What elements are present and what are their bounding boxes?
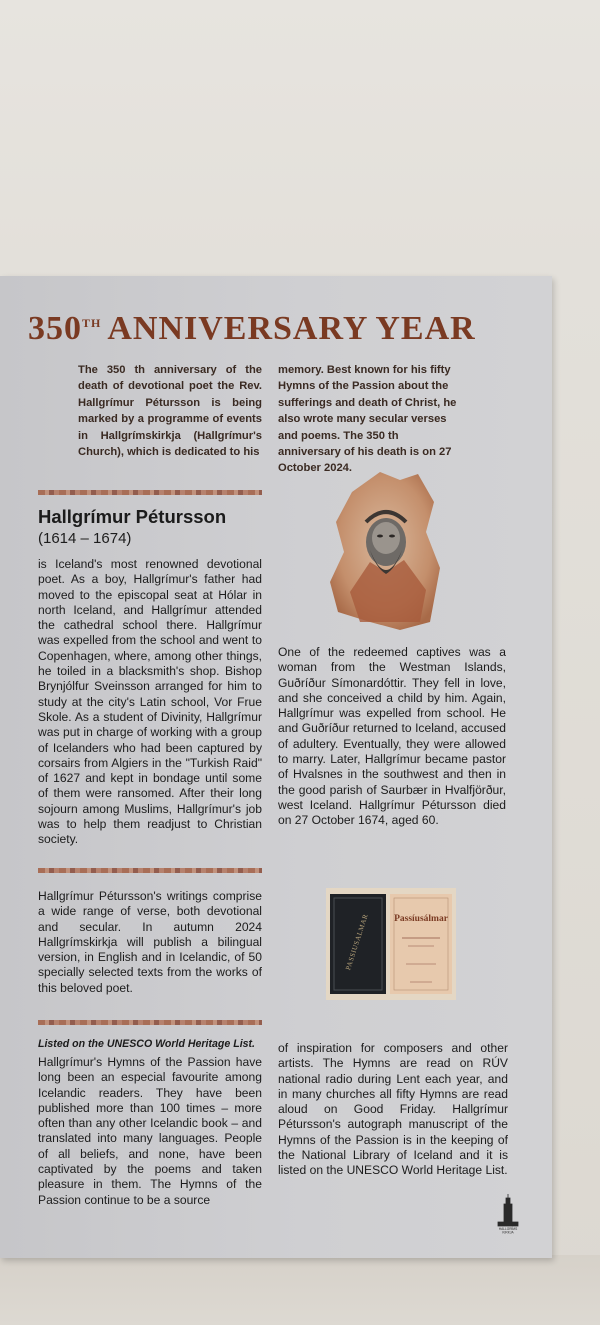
decorative-rule-1 [38,490,262,495]
bio-text: is Iceland's most renowned devotional poet. As a boy, Hallgrímur's father had moved to the episcopal seat at Hólar in north Iceland, and Hallgrímur attended the cathedral school there. Hallgrímur was expelled from the school and went to Copenhagen, where, among other things, he toiled in a blacksmith's shop. Bishop Brynjólfur Sveinsson arranged for him to study at the city's Latin school, Vor Frue Skole. As a student of Divinity, Hallgrímur was put in charge of working with a group of Icelanders who had been captured by corsairs from Algiers in the "Turkish Raid" of 1627 and kept in bondage until some of them were ransomed. After their long sojourn among Muslims, Hallgrímur's job was to help them readjust to Christian society. [38,557,262,847]
poet-years: (1614 – 1674) [38,530,132,547]
wall [0,1255,600,1325]
title-text: ANNIVERSARY YEAR [107,310,476,347]
panel-title [28,310,528,348]
unesco-left-text: Hallgrímur's Hymns of the Passion have long been an especial favourite among Icelandic readers. They have been published more than 100 times – more often than any other Icelandic book – and translated into many languages. People of all beliefs, and none, have been captivated by the poems and taken pleasure in them. The Hymns of the Passion continue to be a source [38,1055,262,1207]
title-superscript: TH [82,316,102,330]
svg-text:KIRKJA: KIRKJA [502,1230,514,1234]
intro-right-column: memory. Best known for his fifty Hymns of the Passion about the sufferings and death of Christ, he also wrote many secular verses and poems. The 350 th anniversary of his death is on 27 October 2024. [278,364,457,475]
hallgrimskirkja-logo [495,1194,521,1234]
writings-text: Hallgrímur Pétursson's writings comprise a wide range of verse, both devotional and secular. In autumn 2024 Hallgrímskirkja will publish a bilingual version, in English and in Icelandic, of 50 specially selected texts from the works of this beloved poet. [38,889,262,995]
svg-text:HALLGRÍMS: HALLGRÍMS [498,1227,518,1231]
exhibit-panel [0,276,552,1258]
decorative-rule-2 [38,868,262,873]
book-spine-title: PASSIUSALMAR [344,912,370,972]
poet-name: Hallgrímur Pétursson [38,506,227,527]
unesco-right-text: of inspiration for composers and other artists. The Hymns are read on RÚV national radio during Lent each year, and in many churches all fifty Hymns are read aloud on Good Friday. Hallgrímur Pétursson's autograph manuscript of the Hymns of the Passion is in the keeping of the National Library of Iceland and it is listed on the UNESCO World Heritage List. [278,1041,508,1178]
portrait-image [330,472,442,630]
unesco-heading: Listed on the UNESCO World Heritage List. [38,1038,255,1050]
church-icon [495,1194,521,1234]
decorative-rule-3 [38,1020,262,1025]
book-page-title: Passíusálmar [394,914,448,924]
intro-left-column: The 350 th anniversary of the death of devotional poet the Rev. Hallgrímur Pétursson is being marked by a programme of events in Hallgrímskirkja (Hallgrímur's Church), which is dedicated to his [78,364,262,459]
hymnal-book-image [326,888,456,1000]
story-text: One of the redeemed captives was a woman from the Westman Islands, Guðríður Símonardóttir. They fell in love, and she conceived a child by him. Again, Hallgrímur was expelled from school. He and Guðríður returned to Iceland, accused of adultery. Eventually, they were allowed to marry. Later, Hallgrímur became pastor of Hvalsnes in the southwest and then in the good parish of Saurbær in Hvalfjörður, west Iceland. Hallgrímur Pétursson died on 27 October 1674, aged 60. [278,645,506,828]
title-number: 350 [28,310,82,347]
